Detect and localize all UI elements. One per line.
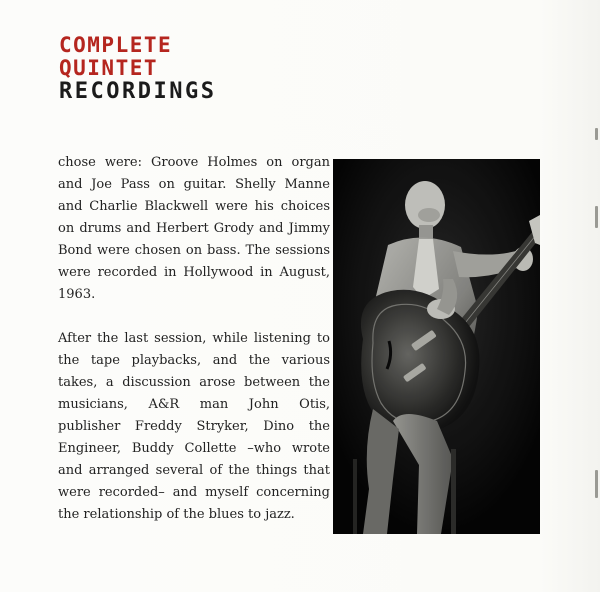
paragraph-2: After the last session, while listening to the tape playbacks, and the various takes, a discussion arose between the musicians, A&R man John Otis, publisher Freddy Stryker, Dino the Engineer, Buddy Collette –who wrote and arranged several of the things that were recorded– and myself concerning the relationship of the blues to jazz.: [58, 331, 330, 522]
paragraph-1: chose were: Groove Holmes on organ and Joe Pass on guitar. Shelly Manne and Charlie Blackwell were his choices on drums and Herbert Grody and Jimmy Bond were chosen on bass. The sessions were recorded in Hollywood in August, 1963.: [58, 155, 330, 302]
title-line-quintet: QUINTET: [59, 56, 159, 80]
page-edge-mark: [595, 470, 598, 498]
page-edge-mark: [595, 206, 598, 228]
guitarist-illustration: [333, 159, 540, 534]
page-title: [59, 34, 216, 103]
title-line-recordings: RECORDINGS: [59, 79, 217, 104]
body-text: [58, 152, 330, 548]
page-edge-mark: [595, 128, 598, 140]
title-line-complete: COMPLETE: [59, 33, 173, 57]
guitarist-photo: [333, 159, 540, 534]
